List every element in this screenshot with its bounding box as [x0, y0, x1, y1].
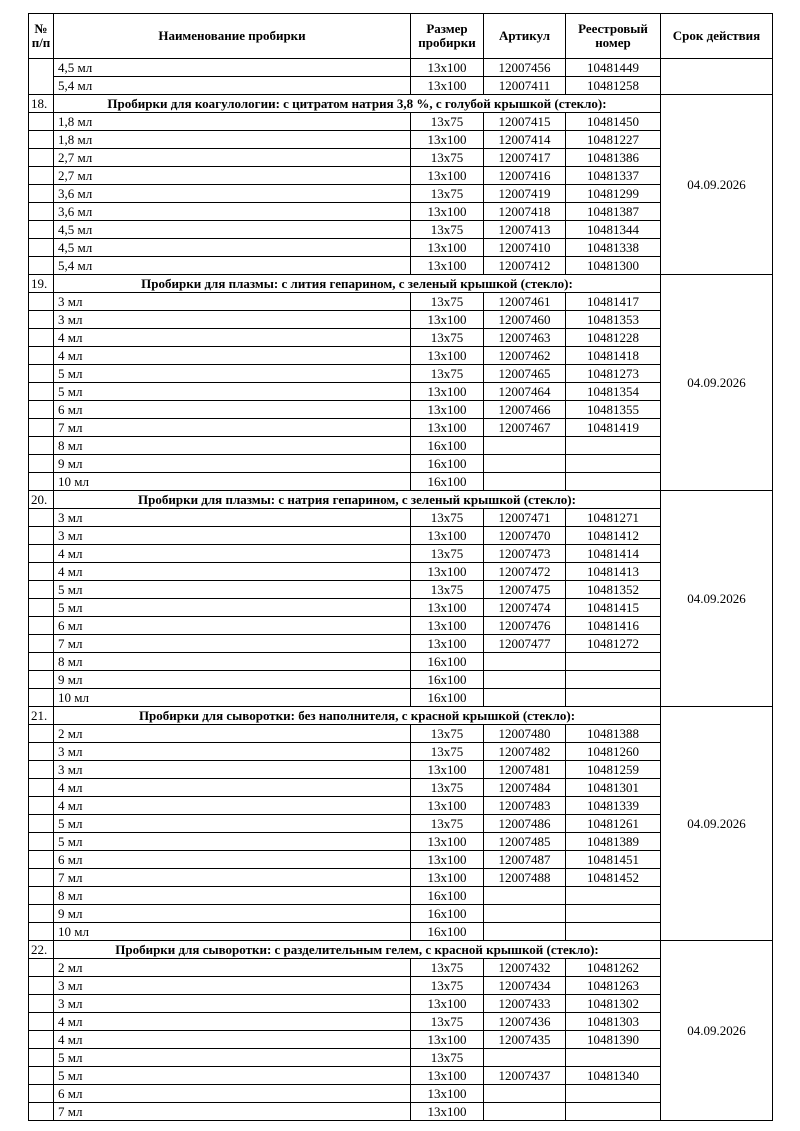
section-title-cell: Пробирки для сыворотки: с разделительным гелем, с красной крышкой (стекло): — [54, 941, 661, 959]
row-articul-cell — [484, 689, 566, 707]
row-size-cell: 13x75 — [411, 779, 484, 797]
row-registry-cell: 10481418 — [566, 347, 661, 365]
row-registry-cell: 10481272 — [566, 635, 661, 653]
validity-cell: 04.09.2026 — [661, 491, 773, 707]
row-articul-cell — [484, 1085, 566, 1103]
row-size-cell: 13x75 — [411, 725, 484, 743]
row-size-cell: 13x75 — [411, 329, 484, 347]
row-name-cell: 3 мл — [54, 311, 411, 329]
row-articul-cell: 12007437 — [484, 1067, 566, 1085]
col-header-registry: Реестровый номер — [566, 14, 661, 59]
row-name-cell: 4 мл — [54, 329, 411, 347]
row-name-cell: 3 мл — [54, 995, 411, 1013]
section-number-cell: 18. — [29, 95, 54, 113]
row-number-cell — [29, 473, 54, 491]
row-articul-cell: 12007476 — [484, 617, 566, 635]
row-number-cell — [29, 257, 54, 275]
row-registry-cell: 10481417 — [566, 293, 661, 311]
row-size-cell: 13x75 — [411, 149, 484, 167]
row-number-cell — [29, 1067, 54, 1085]
row-name-cell: 8 мл — [54, 887, 411, 905]
row-registry-cell — [566, 653, 661, 671]
row-registry-cell: 10481452 — [566, 869, 661, 887]
row-name-cell: 4 мл — [54, 563, 411, 581]
row-number-cell — [29, 365, 54, 383]
validity-cell: 04.09.2026 — [661, 941, 773, 1121]
validity-cell: 04.09.2026 — [661, 707, 773, 941]
row-number-cell — [29, 635, 54, 653]
row-number-cell — [29, 131, 54, 149]
row-size-cell: 13x100 — [411, 311, 484, 329]
row-registry-cell — [566, 689, 661, 707]
row-number-cell — [29, 455, 54, 473]
row-size-cell: 13x75 — [411, 743, 484, 761]
row-size-cell: 13x75 — [411, 365, 484, 383]
row-size-cell: 13x100 — [411, 1067, 484, 1085]
row-articul-cell — [484, 671, 566, 689]
row-articul-cell: 12007415 — [484, 113, 566, 131]
row-number-cell — [29, 815, 54, 833]
row-registry-cell: 10481389 — [566, 833, 661, 851]
row-name-cell: 7 мл — [54, 419, 411, 437]
row-articul-cell: 12007474 — [484, 599, 566, 617]
row-number-cell — [29, 401, 54, 419]
row-registry-cell: 10481339 — [566, 797, 661, 815]
col-header-name: Наименование пробирки — [54, 14, 411, 59]
row-registry-cell: 10481302 — [566, 995, 661, 1013]
row-registry-cell: 10481338 — [566, 239, 661, 257]
row-registry-cell — [566, 455, 661, 473]
row-registry-cell — [566, 923, 661, 941]
section-header-row — [29, 941, 773, 959]
row-number-cell — [29, 329, 54, 347]
row-number-cell — [29, 221, 54, 239]
row-articul-cell — [484, 455, 566, 473]
row-size-cell: 13x100 — [411, 167, 484, 185]
row-size-cell: 13x100 — [411, 347, 484, 365]
row-articul-cell: 12007466 — [484, 401, 566, 419]
row-registry-cell: 10481300 — [566, 257, 661, 275]
row-size-cell: 13x100 — [411, 77, 484, 95]
row-number-cell — [29, 347, 54, 365]
row-articul-cell — [484, 437, 566, 455]
row-number-cell — [29, 671, 54, 689]
row-registry-cell: 10481390 — [566, 1031, 661, 1049]
row-articul-cell: 12007416 — [484, 167, 566, 185]
row-number-cell — [29, 923, 54, 941]
row-registry-cell: 10481415 — [566, 599, 661, 617]
validity-cell: 04.09.2026 — [661, 275, 773, 491]
row-number-cell — [29, 419, 54, 437]
row-registry-cell — [566, 1049, 661, 1067]
row-name-cell: 3 мл — [54, 977, 411, 995]
row-registry-cell: 10481337 — [566, 167, 661, 185]
header-row — [29, 14, 773, 59]
row-number-cell — [29, 869, 54, 887]
section-title-cell: Пробирки для коагулологии: с цитратом натрия 3,8 %, с голубой крышкой (стекло): — [54, 95, 661, 113]
section-header-row — [29, 491, 773, 509]
row-name-cell: 4 мл — [54, 797, 411, 815]
row-registry-cell: 10481258 — [566, 77, 661, 95]
row-number-cell — [29, 617, 54, 635]
row-size-cell: 13x100 — [411, 383, 484, 401]
row-articul-cell: 12007485 — [484, 833, 566, 851]
row-size-cell: 13x100 — [411, 833, 484, 851]
row-name-cell: 3 мл — [54, 761, 411, 779]
row-number-cell — [29, 59, 54, 95]
row-articul-cell: 12007483 — [484, 797, 566, 815]
row-number-cell — [29, 833, 54, 851]
row-name-cell: 5 мл — [54, 383, 411, 401]
row-name-cell: 7 мл — [54, 1103, 411, 1121]
row-articul-cell: 12007471 — [484, 509, 566, 527]
row-articul-cell: 12007464 — [484, 383, 566, 401]
row-number-cell — [29, 887, 54, 905]
row-articul-cell — [484, 923, 566, 941]
row-articul-cell: 12007419 — [484, 185, 566, 203]
row-registry-cell: 10481355 — [566, 401, 661, 419]
section-number-cell: 22. — [29, 941, 54, 959]
row-name-cell: 4 мл — [54, 545, 411, 563]
row-number-cell — [29, 1103, 54, 1121]
row-name-cell: 5 мл — [54, 365, 411, 383]
row-articul-cell: 12007413 — [484, 221, 566, 239]
row-size-cell: 13x100 — [411, 1085, 484, 1103]
row-articul-cell: 12007410 — [484, 239, 566, 257]
row-registry-cell: 10481414 — [566, 545, 661, 563]
row-articul-cell — [484, 905, 566, 923]
row-name-cell: 1,8 мл — [54, 131, 411, 149]
row-name-cell: 4,5 мл — [54, 221, 411, 239]
row-size-cell: 13x100 — [411, 617, 484, 635]
row-registry-cell: 10481353 — [566, 311, 661, 329]
row-size-cell: 13x100 — [411, 1103, 484, 1121]
row-articul-cell: 12007436 — [484, 1013, 566, 1031]
row-registry-cell: 10481352 — [566, 581, 661, 599]
row-name-cell: 5 мл — [54, 581, 411, 599]
row-size-cell: 13x75 — [411, 185, 484, 203]
row-size-cell: 13x100 — [411, 599, 484, 617]
row-articul-cell: 12007433 — [484, 995, 566, 1013]
row-registry-cell — [566, 473, 661, 491]
row-registry-cell — [566, 437, 661, 455]
row-size-cell: 13x75 — [411, 977, 484, 995]
row-articul-cell: 12007486 — [484, 815, 566, 833]
row-size-cell: 13x100 — [411, 239, 484, 257]
row-number-cell — [29, 995, 54, 1013]
row-articul-cell: 12007470 — [484, 527, 566, 545]
row-name-cell: 3,6 мл — [54, 185, 411, 203]
row-number-cell — [29, 905, 54, 923]
row-size-cell: 13x100 — [411, 851, 484, 869]
row-registry-cell: 10481416 — [566, 617, 661, 635]
row-number-cell — [29, 437, 54, 455]
row-size-cell: 13x100 — [411, 203, 484, 221]
row-size-cell: 13x100 — [411, 527, 484, 545]
row-name-cell: 3,6 мл — [54, 203, 411, 221]
row-size-cell: 13x75 — [411, 113, 484, 131]
row-articul-cell: 12007463 — [484, 329, 566, 347]
row-size-cell: 13x100 — [411, 59, 484, 77]
row-name-cell: 5 мл — [54, 1067, 411, 1085]
row-size-cell: 13x100 — [411, 1031, 484, 1049]
row-name-cell: 4,5 мл — [54, 239, 411, 257]
row-registry-cell: 10481344 — [566, 221, 661, 239]
row-number-cell — [29, 599, 54, 617]
row-number-cell — [29, 779, 54, 797]
row-number-cell — [29, 581, 54, 599]
row-name-cell: 10 мл — [54, 689, 411, 707]
row-articul-cell: 12007434 — [484, 977, 566, 995]
row-name-cell: 8 мл — [54, 437, 411, 455]
row-articul-cell — [484, 473, 566, 491]
row-number-cell — [29, 1013, 54, 1031]
row-number-cell — [29, 1031, 54, 1049]
row-size-cell: 13x75 — [411, 581, 484, 599]
tubes-table — [28, 13, 773, 1121]
row-articul-cell: 12007487 — [484, 851, 566, 869]
row-articul-cell: 12007417 — [484, 149, 566, 167]
row-name-cell: 7 мл — [54, 869, 411, 887]
row-name-cell: 6 мл — [54, 851, 411, 869]
row-registry-cell: 10481301 — [566, 779, 661, 797]
row-size-cell: 13x75 — [411, 959, 484, 977]
row-name-cell: 10 мл — [54, 923, 411, 941]
section-header-row — [29, 95, 773, 113]
row-name-cell: 2 мл — [54, 959, 411, 977]
row-registry-cell — [566, 887, 661, 905]
section-number-cell: 20. — [29, 491, 54, 509]
row-number-cell — [29, 689, 54, 707]
row-registry-cell: 10481450 — [566, 113, 661, 131]
row-articul-cell: 12007482 — [484, 743, 566, 761]
row-articul-cell: 12007481 — [484, 761, 566, 779]
row-registry-cell: 10481259 — [566, 761, 661, 779]
row-size-cell: 13x100 — [411, 257, 484, 275]
row-articul-cell: 12007472 — [484, 563, 566, 581]
row-name-cell: 10 мл — [54, 473, 411, 491]
row-registry-cell: 10481387 — [566, 203, 661, 221]
row-registry-cell — [566, 905, 661, 923]
row-size-cell: 16x100 — [411, 905, 484, 923]
section-title-cell: Пробирки для плазмы: с лития гепарином, с зеленый крышкой (стекло): — [54, 275, 661, 293]
row-number-cell — [29, 509, 54, 527]
row-number-cell — [29, 959, 54, 977]
row-number-cell — [29, 239, 54, 257]
row-name-cell: 6 мл — [54, 1085, 411, 1103]
row-name-cell: 3 мл — [54, 743, 411, 761]
row-registry-cell: 10481260 — [566, 743, 661, 761]
row-size-cell: 13x75 — [411, 509, 484, 527]
row-number-cell — [29, 203, 54, 221]
row-number-cell — [29, 185, 54, 203]
row-name-cell: 5,4 мл — [54, 257, 411, 275]
row-size-cell: 13x75 — [411, 221, 484, 239]
row-size-cell: 13x100 — [411, 761, 484, 779]
section-number-cell: 19. — [29, 275, 54, 293]
row-number-cell — [29, 383, 54, 401]
row-name-cell: 3 мл — [54, 293, 411, 311]
row-number-cell — [29, 293, 54, 311]
row-articul-cell: 12007467 — [484, 419, 566, 437]
row-size-cell: 13x75 — [411, 1013, 484, 1031]
row-size-cell: 16x100 — [411, 455, 484, 473]
row-articul-cell: 12007456 — [484, 59, 566, 77]
row-articul-cell: 12007460 — [484, 311, 566, 329]
row-registry-cell: 10481261 — [566, 815, 661, 833]
row-articul-cell: 12007480 — [484, 725, 566, 743]
row-name-cell: 4 мл — [54, 779, 411, 797]
row-name-cell: 5,4 мл — [54, 77, 411, 95]
row-articul-cell — [484, 1103, 566, 1121]
row-size-cell: 13x75 — [411, 545, 484, 563]
row-name-cell: 4,5 мл — [54, 59, 411, 77]
row-size-cell: 16x100 — [411, 887, 484, 905]
row-name-cell: 2,7 мл — [54, 167, 411, 185]
row-number-cell — [29, 725, 54, 743]
row-registry-cell — [566, 1103, 661, 1121]
row-number-cell — [29, 653, 54, 671]
row-articul-cell: 12007484 — [484, 779, 566, 797]
row-name-cell: 3 мл — [54, 509, 411, 527]
section-title-cell: Пробирки для плазмы: с натрия гепарином, с зеленый крышкой (стекло): — [54, 491, 661, 509]
col-header-validity: Срок действия — [661, 14, 773, 59]
row-number-cell — [29, 167, 54, 185]
row-registry-cell: 10481262 — [566, 959, 661, 977]
row-name-cell: 1,8 мл — [54, 113, 411, 131]
row-name-cell: 6 мл — [54, 401, 411, 419]
row-registry-cell: 10481271 — [566, 509, 661, 527]
row-number-cell — [29, 113, 54, 131]
row-name-cell: 4 мл — [54, 1031, 411, 1049]
row-articul-cell: 12007418 — [484, 203, 566, 221]
row-name-cell: 9 мл — [54, 905, 411, 923]
section-number-cell: 21. — [29, 707, 54, 725]
row-registry-cell: 10481273 — [566, 365, 661, 383]
row-name-cell: 4 мл — [54, 1013, 411, 1031]
row-size-cell: 16x100 — [411, 437, 484, 455]
section-header-row — [29, 275, 773, 293]
row-registry-cell — [566, 1085, 661, 1103]
row-articul-cell: 12007461 — [484, 293, 566, 311]
row-name-cell: 8 мл — [54, 653, 411, 671]
row-name-cell: 5 мл — [54, 1049, 411, 1067]
row-number-cell — [29, 743, 54, 761]
row-registry-cell: 10481413 — [566, 563, 661, 581]
row-number-cell — [29, 311, 54, 329]
row-size-cell: 13x100 — [411, 635, 484, 653]
row-size-cell: 16x100 — [411, 689, 484, 707]
row-size-cell: 16x100 — [411, 653, 484, 671]
row-number-cell — [29, 761, 54, 779]
row-articul-cell: 12007462 — [484, 347, 566, 365]
row-number-cell — [29, 545, 54, 563]
row-number-cell — [29, 1085, 54, 1103]
row-registry-cell: 10481449 — [566, 59, 661, 77]
row-name-cell: 5 мл — [54, 599, 411, 617]
row-articul-cell: 12007473 — [484, 545, 566, 563]
row-name-cell: 9 мл — [54, 455, 411, 473]
row-name-cell: 5 мл — [54, 833, 411, 851]
row-registry-cell: 10481303 — [566, 1013, 661, 1031]
row-size-cell: 13x100 — [411, 797, 484, 815]
row-articul-cell: 12007475 — [484, 581, 566, 599]
col-header-size: Размер пробирки — [411, 14, 484, 59]
row-articul-cell: 12007414 — [484, 131, 566, 149]
row-size-cell: 13x100 — [411, 995, 484, 1013]
row-name-cell: 4 мл — [54, 347, 411, 365]
section-title-cell: Пробирки для сыворотки: без наполнителя, с красной крышкой (стекло): — [54, 707, 661, 725]
row-size-cell: 13x100 — [411, 401, 484, 419]
row-size-cell: 13x75 — [411, 815, 484, 833]
row-number-cell — [29, 1049, 54, 1067]
row-registry-cell: 10481263 — [566, 977, 661, 995]
row-name-cell: 3 мл — [54, 527, 411, 545]
row-registry-cell: 10481354 — [566, 383, 661, 401]
row-registry-cell: 10481228 — [566, 329, 661, 347]
row-articul-cell: 12007411 — [484, 77, 566, 95]
row-registry-cell: 10481451 — [566, 851, 661, 869]
row-size-cell: 13x100 — [411, 131, 484, 149]
row-articul-cell: 12007488 — [484, 869, 566, 887]
row-articul-cell — [484, 653, 566, 671]
row-size-cell: 13x100 — [411, 869, 484, 887]
row-registry-cell — [566, 671, 661, 689]
row-registry-cell: 10481386 — [566, 149, 661, 167]
row-name-cell: 9 мл — [54, 671, 411, 689]
col-header-number: № п/п — [29, 14, 54, 59]
row-registry-cell: 10481299 — [566, 185, 661, 203]
row-size-cell: 16x100 — [411, 671, 484, 689]
section-header-row — [29, 707, 773, 725]
row-registry-cell: 10481412 — [566, 527, 661, 545]
row-articul-cell: 12007432 — [484, 959, 566, 977]
row-size-cell: 16x100 — [411, 473, 484, 491]
row-name-cell: 2,7 мл — [54, 149, 411, 167]
row-number-cell — [29, 563, 54, 581]
row-articul-cell — [484, 887, 566, 905]
row-number-cell — [29, 527, 54, 545]
row-registry-cell: 10481419 — [566, 419, 661, 437]
row-size-cell: 13x100 — [411, 419, 484, 437]
row-registry-cell: 10481340 — [566, 1067, 661, 1085]
col-header-articul: Артикул — [484, 14, 566, 59]
row-articul-cell: 12007435 — [484, 1031, 566, 1049]
row-registry-cell: 10481388 — [566, 725, 661, 743]
row-name-cell: 7 мл — [54, 635, 411, 653]
row-number-cell — [29, 851, 54, 869]
row-size-cell: 13x100 — [411, 563, 484, 581]
row-size-cell: 13x75 — [411, 1049, 484, 1067]
validity-cell — [661, 59, 773, 95]
row-articul-cell: 12007412 — [484, 257, 566, 275]
row-number-cell — [29, 977, 54, 995]
row-articul-cell: 12007477 — [484, 635, 566, 653]
row-size-cell: 13x75 — [411, 293, 484, 311]
validity-cell: 04.09.2026 — [661, 95, 773, 275]
row-name-cell: 2 мл — [54, 725, 411, 743]
row-number-cell — [29, 797, 54, 815]
table-row — [29, 59, 773, 77]
row-number-cell — [29, 149, 54, 167]
row-registry-cell: 10481227 — [566, 131, 661, 149]
row-name-cell: 5 мл — [54, 815, 411, 833]
row-articul-cell — [484, 1049, 566, 1067]
row-size-cell: 16x100 — [411, 923, 484, 941]
row-articul-cell: 12007465 — [484, 365, 566, 383]
row-name-cell: 6 мл — [54, 617, 411, 635]
